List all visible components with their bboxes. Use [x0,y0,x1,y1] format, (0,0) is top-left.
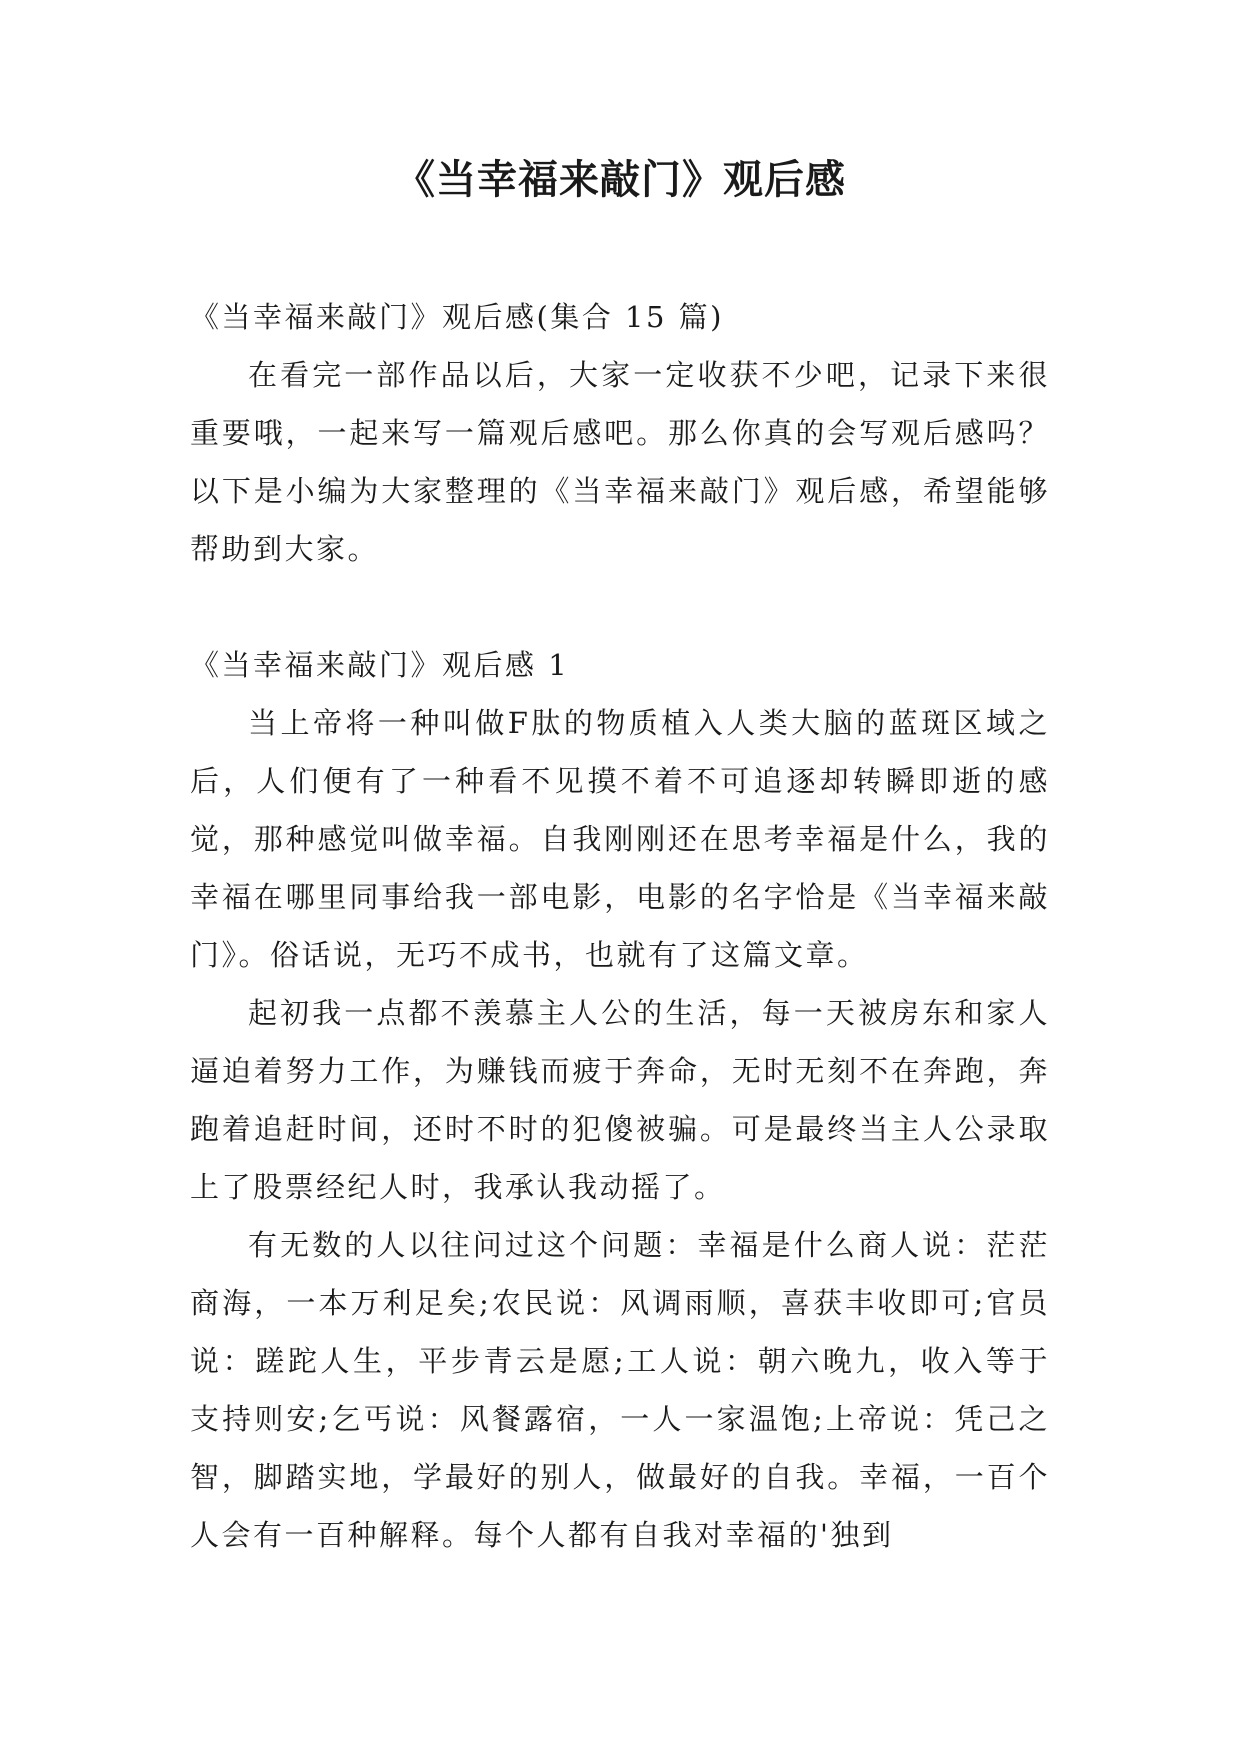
document-title: 《当幸福来敲门》观后感 [395,157,846,203]
collection-heading: 《当幸福来敲门》观后感(集合 15 篇) [190,300,724,334]
section-1-heading: 《当幸福来敲门》观后感 1 [190,648,570,682]
section-spacer [190,578,1050,636]
intro-paragraph: 在看完一部作品以后，大家一定收获不少吧，记录下来很重要哦，一起来写一篇观后感吧。那么你真的会写观后感吗？以下是小编为大家整理的《当幸福来敲门》观后感，希望能够帮助到大家。 [190,358,1050,566]
document-body [190,288,1050,1564]
section-1-paragraph-1: 当上帝将一种叫做F肽的物质植入人类大脑的蓝斑区域之后，人们便有了一种看不见摸不着不可追逐却转瞬即逝的感觉，那种感觉叫做幸福。自我刚刚还在思考幸福是什么，我的幸福在哪里同事给我一部电影，电影的名字恰是《当幸福来敲门》。俗话说，无巧不成书，也就有了这篇文章。 [190,706,1050,972]
section-1-paragraph-2: 起初我一点都不羡慕主人公的生活，每一天被房东和家人逼迫着努力工作，为赚钱而疲于奔命，无时无刻不在奔跑，奔跑着追赶时间，还时不时的犯傻被骗。可是最终当主人公录取上了股票经纪人时，我承认我动摇了。 [190,996,1050,1204]
section-1-paragraph-3: 有无数的人以往问过这个问题：幸福是什么商人说：茫茫商海，一本万利足矣;农民说：风调雨顺，喜获丰收即可;官员说：蹉跎人生，平步青云是愿;工人说：朝六晚九，收入等于支持则安;乞丐说：风餐露宿，一人一家温饱;上帝说：凭己之智，脚踏实地，学最好的别人，做最好的自我。幸福，一百个人会有一百种解释。每个人都有自我对幸福的'独到 [190,1228,1050,1552]
